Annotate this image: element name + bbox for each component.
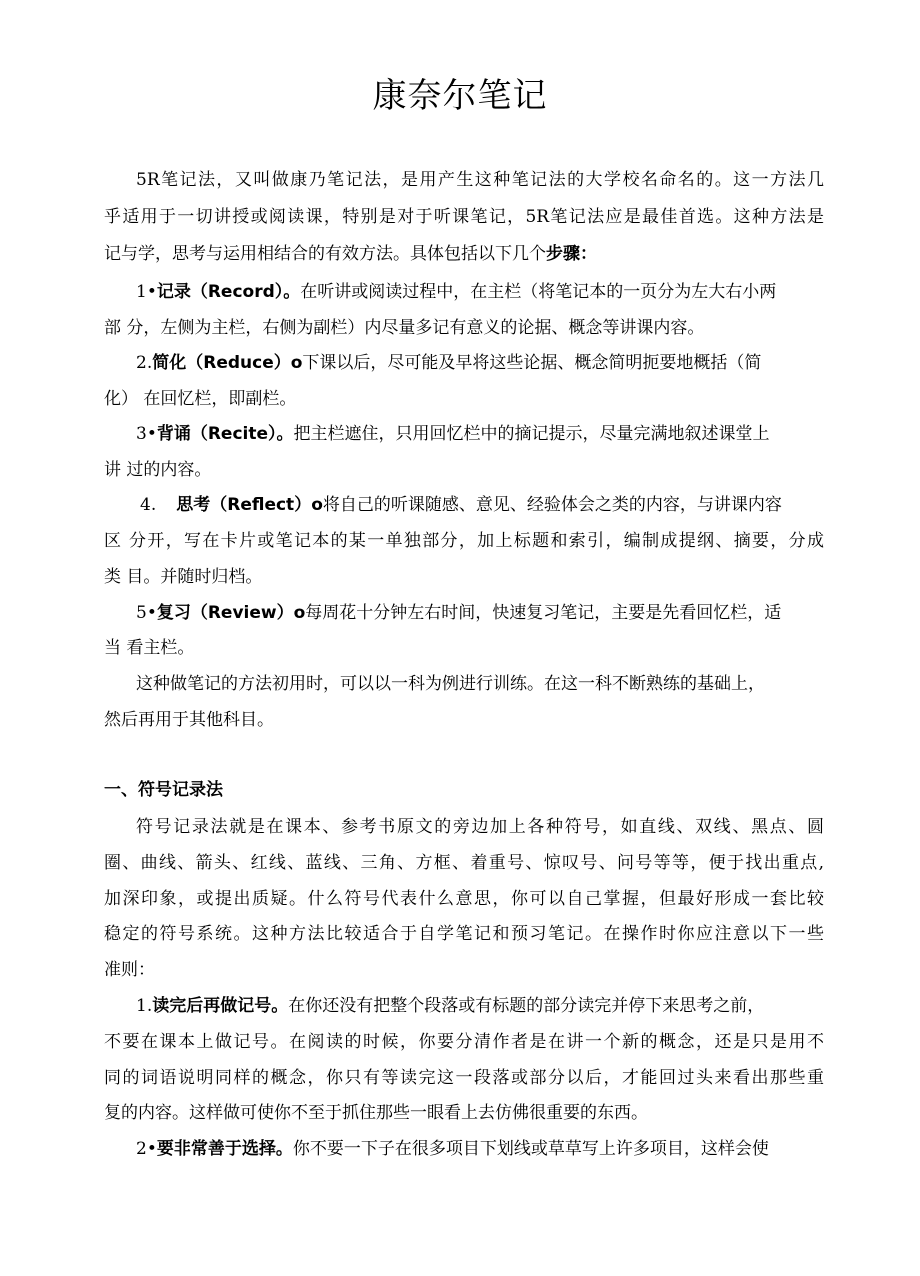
rule-2-term: 要非常善于选择。 — [156, 1139, 293, 1159]
step-2-term: 简化（Reduce）o — [152, 353, 303, 373]
step-2-text: 下课以后，尽可能及早将这些论据、概念简明扼要地概括（简 — [302, 353, 762, 373]
intro-line-2: 乎适用于一切讲授或阅读课，特别是对于听课笔记，5R笔记法应是最佳首选。这种方法是 — [104, 207, 824, 227]
section-1-heading: 一、符号记录法 — [104, 780, 223, 800]
step-1-line-1 — [136, 280, 824, 304]
step-5-line-1 — [136, 601, 824, 625]
step-3-line-2: 讲 过的内容。 — [104, 460, 212, 480]
step-3-text: 把主栏遮住，只用回忆栏中的摘记提示，尽量完满地叙述课堂上 — [293, 424, 770, 444]
step-1-text: 在听讲或阅读过程中，在主栏（将笔记本的一页分为左大右小两 — [300, 282, 777, 302]
step-4-number: 4. — [140, 495, 157, 515]
step-4-line-3: 类 目。并随时归档。 — [104, 567, 263, 587]
intro-steps-label: 步骤： — [546, 244, 597, 264]
rule-2-line-1 — [136, 1137, 824, 1161]
rule-1-text: 在你还没有把整个段落或有标题的部分读完并停下来思考之前， — [288, 996, 765, 1016]
step-1-term: 记录（Record）。 — [156, 282, 301, 302]
step-2-line-1 — [136, 351, 824, 375]
step-5-term: 复习（Review）o — [156, 603, 306, 623]
rule-1-number: 1. — [136, 996, 153, 1016]
step-3-number: 3• — [136, 424, 157, 444]
step-3-term: 背诵（Recite）。 — [156, 424, 294, 444]
intro-line-3-text: 记与学，思考与运用相结合的有效方法。具体包括以下几个 — [104, 244, 546, 264]
step-2-line-2: 化） 在回忆栏，即副栏。 — [104, 389, 297, 409]
section-1-p1-line-2: 圈、曲线、箭头、红线、蓝线、三角、方框、着重号、惊叹号、问号等等，便于找出重点, — [104, 853, 824, 873]
page-title: 康奈尔笔记 — [372, 76, 548, 116]
rule-2-text: 你不要一下子在很多项目下划线或草草写上许多项目，这样会使 — [292, 1139, 769, 1159]
step-1-number: 1• — [136, 282, 157, 302]
training-line-1: 这种做笔记的方法初用时，可以以一科为例进行训练。在这一科不断熟练的基础上， — [136, 674, 765, 694]
step-4-line-1 — [136, 493, 824, 517]
step-1-line-2: 部 分，左侧为主栏，右侧为副栏）内尽量多记有意义的论据、概念等讲课内容。 — [104, 318, 705, 338]
step-5-number: 5• — [136, 603, 157, 623]
intro-line-1: 5R笔记法，又叫做康乃笔记法，是用产生这种笔记法的大学校名命名的。这一方法几 — [136, 170, 824, 190]
rule-1-line-1 — [136, 994, 824, 1018]
rule-1-term: 读完后再做记号。 — [152, 996, 289, 1016]
rule-1-line-3: 同的词语说明同样的概念，你只有等读完这一段落或部分以后，才能回过头来看出那些重 — [104, 1068, 824, 1088]
step-5-text: 每周花十分钟左右时间，快速复习笔记，主要是先看回忆栏，适 — [305, 603, 782, 623]
section-1-p1-line-1: 符号记录法就是在课本、参考书原文的旁边加上各种符号，如直线、双线、黑点、圆 — [136, 817, 824, 837]
rule-2-number: 2• — [136, 1139, 157, 1159]
intro-line-3 — [104, 242, 824, 266]
step-3-line-1 — [136, 422, 824, 446]
section-1-p1-line-3: 加深印象，或提出质疑。什么符号代表什么意思，你可以自己掌握，但最好形成一套比较 — [104, 889, 824, 909]
training-line-2: 然后再用于其他科目。 — [104, 710, 274, 730]
rule-1-line-4: 复的内容。这样做可使你不至于抓住那些一眼看上去仿佛很重要的东西。 — [104, 1103, 648, 1123]
step-4-text: 将自己的听课随感、意见、经验体会之类的内容，与讲课内容 — [322, 495, 782, 515]
step-2-number: 2. — [136, 353, 153, 373]
section-1-p1-line-5: 准则： — [104, 960, 155, 980]
section-1-p1-line-4: 稳定的符号系统。这种方法比较适合于自学笔记和预习笔记。在操作时你应注意以下一些 — [104, 924, 824, 944]
step-4-line-2: 区 分开，写在卡片或笔记本的某一单独部分，加上标题和索引，编制成提纲、摘要，分成 — [104, 531, 824, 551]
step-5-line-2: 当 看主栏。 — [104, 638, 195, 658]
step-4-term: 思考（Reflect）o — [176, 495, 323, 515]
rule-1-line-2: 不要在课本上做记号。在阅读的时候，你要分清作者是在讲一个新的概念，还是只是用不 — [104, 1032, 824, 1052]
